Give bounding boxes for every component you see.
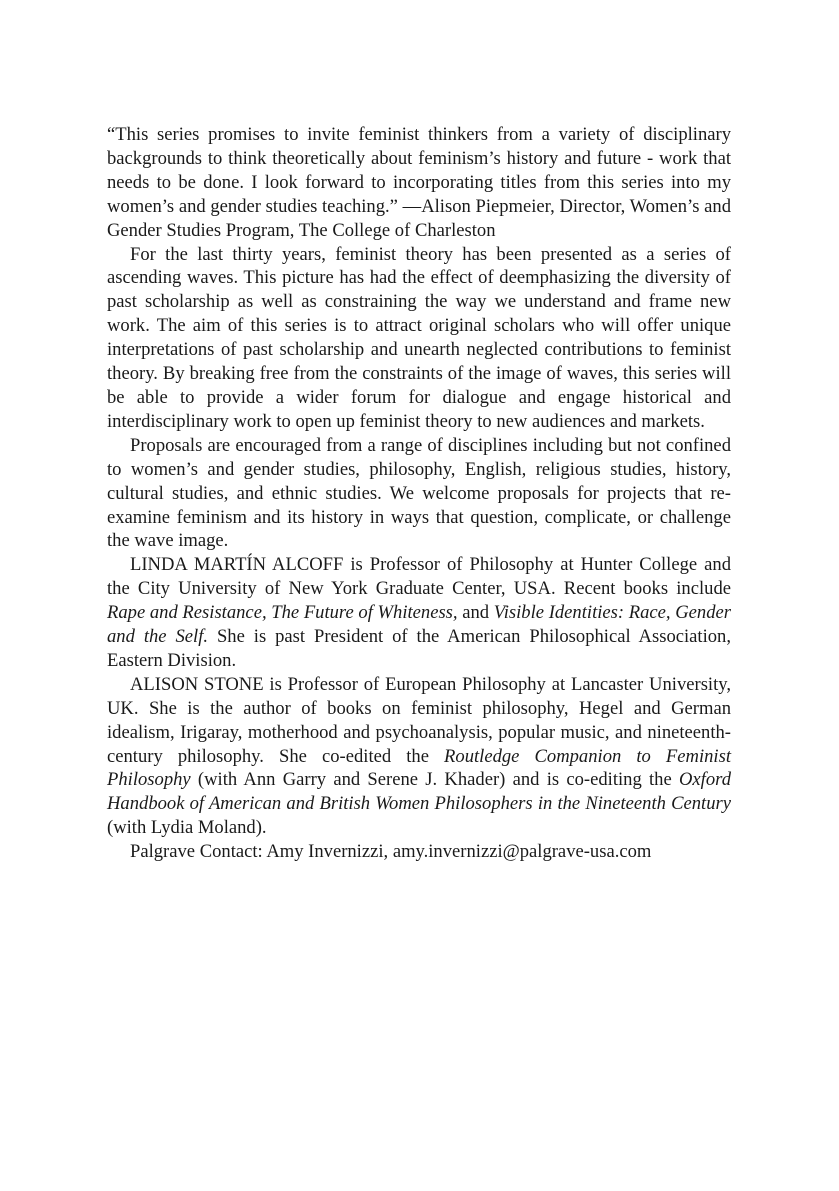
- italic-title-text: Routledge Companion to Feminist Philosophy: [107, 745, 731, 791]
- body-text: Palgrave Contact: Amy Invernizzi, amy.invernizzi@palgrave-usa.com: [130, 841, 652, 863]
- italic-title-text: Visible Identities: Race, Gender and the Self.: [107, 602, 731, 648]
- body-text: (with Ann Garry and Serene J. Khader) and is co-editing the: [190, 769, 679, 791]
- paragraph-editor-alcoff: [107, 553, 731, 673]
- paragraph-series-description: [107, 243, 731, 434]
- italic-title-text: Oxford Handbook of American and British Women Philosophers in the Nineteenth Century: [107, 769, 731, 815]
- body-text: “This series promises to invite feminist thinkers from a variety of disciplinary backgrounds to think theoretically about feminism’s history and future - work that needs to be done. I look forward to incorporating titles from this series into my women’s and gender studies teaching.” —Alison Piepmeier, Director, Women’s and Gender Studies Program, The College of Charleston: [107, 124, 731, 241]
- series-description-text: [107, 123, 731, 864]
- paragraph-quote: [107, 123, 731, 243]
- body-text: and: [457, 602, 494, 624]
- body-text: Proposals are encouraged from a range of disciplines including but not confined to women’s and gender studies, philosophy, English, religious studies, history, cultural studies, and ethnic studies. We welcome proposals for projects that re-examine feminism and its history in ways that question, complicate, or challenge the wave image.: [107, 434, 731, 552]
- italic-title-text: Rape and Resistance, The Future of Whiteness,: [107, 602, 458, 624]
- body-text: She is past President of the American Philosophical Association, Eastern Division.: [107, 626, 731, 671]
- paragraph-editor-stone: [107, 673, 731, 840]
- body-text: (with Lydia Moland).: [107, 817, 267, 839]
- paragraph-proposals: [107, 434, 731, 554]
- body-text: For the last thirty years, feminist theory has been presented as a series of ascending waves. This picture has had the effect of deemphasizing the diversity of past scholarship as well as constraining the way we understand and frame new work. The aim of this series is to attract original scholars who will offer unique interpretations of past scholarship and unearth neglected contributions to feminist theory. By breaking free from the constraints of the image of waves, this series will be able to provide a wider forum for dialogue and engage historical and interdisciplinary work to open up feminist theory to new audiences and markets.: [107, 243, 731, 432]
- paragraph-contact: [107, 840, 731, 864]
- body-text: LINDA MARTÍN ALCOFF is Professor of Philosophy at Hunter College and the City University of New York Graduate Center, USA. Recent books include: [107, 554, 731, 600]
- body-text: ALISON STONE is Professor of European Philosophy at Lancaster University, UK. She is the author of books on feminist philosophy, Hegel and German idealism, Irigaray, motherhood and psychoanalysis, popular music, and nineteenth-century philosophy. She co-edited the: [107, 673, 731, 767]
